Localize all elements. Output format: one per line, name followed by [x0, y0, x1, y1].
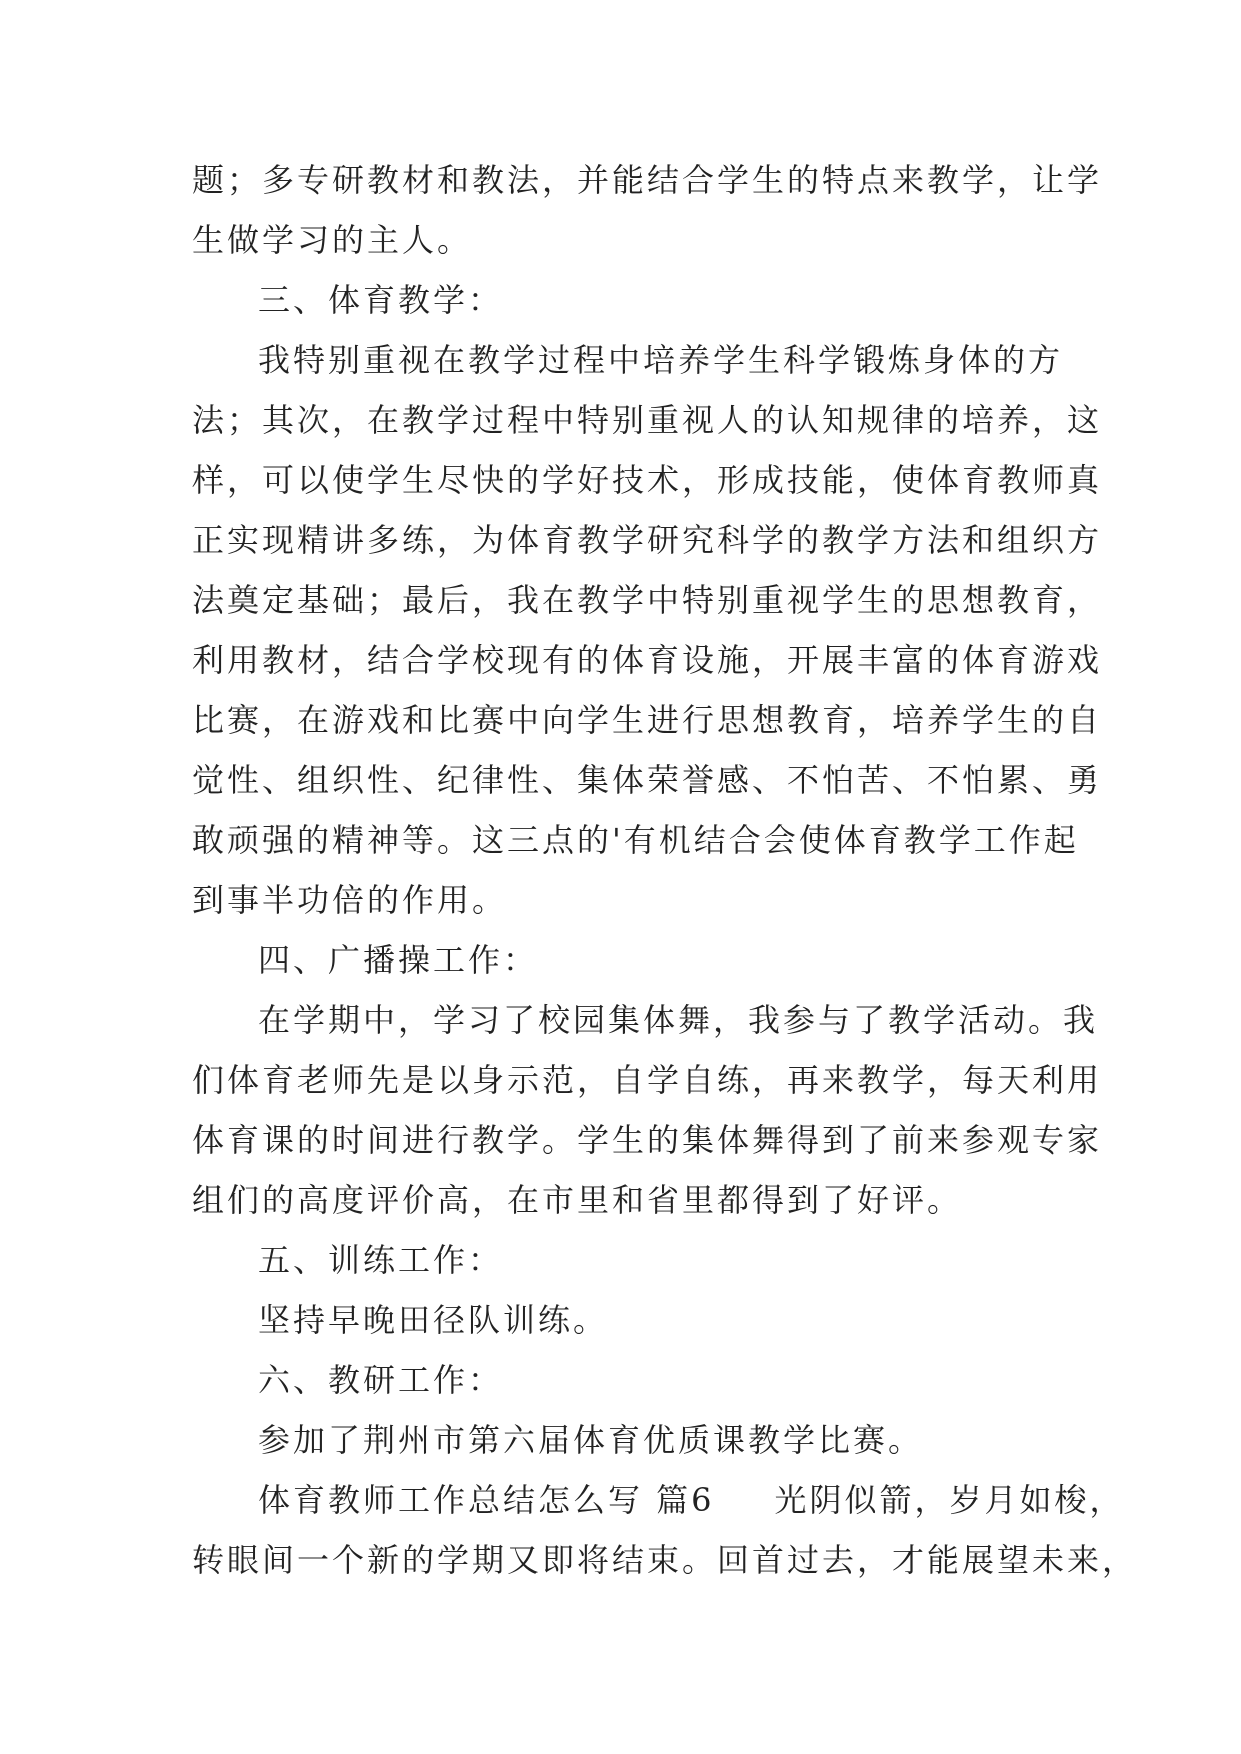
text-line: 在学期中，学习了校园集体舞，我参与了教学活动。我 — [258, 1001, 1099, 1039]
section-heading: 六、教研工作： — [258, 1361, 504, 1399]
text-line: 题；多专研教材和教法，并能结合学生的特点来教学，让学 — [192, 161, 1103, 199]
text-line: 转眼间一个新的学期又即将结束。回首过去，才能展望未来， — [192, 1541, 1138, 1579]
text-line: 敢顽强的精神等。这三点的'有机结合会使体育教学工作起 — [192, 821, 1079, 859]
section-heading: 四、广播操工作： — [258, 941, 539, 979]
text-line — [192, 1480, 1125, 1540]
text-line: 到事半功倍的作用。 — [192, 881, 508, 919]
text-line: 组们的高度评价高，在市里和省里都得到了好评。 — [192, 1181, 963, 1219]
text-line: 们体育老师先是以身示范，自学自练，再来教学，每天利用 — [192, 1061, 1103, 1099]
article-title: 体育教师工作总结怎么写 篇6 — [258, 1481, 715, 1519]
text-line: 坚持早晚田径队训练。 — [258, 1301, 609, 1339]
text-line: 法；其次，在教学过程中特别重视人的认知规律的培养，这 — [192, 401, 1103, 439]
section-heading: 三、体育教学： — [258, 281, 504, 319]
text-line: 比赛，在游戏和比赛中向学生进行思想教育，培养学生的自 — [192, 701, 1103, 739]
text-line: 样，可以使学生尽快的学好技术，形成技能，使体育教师真 — [192, 461, 1103, 499]
text-line: 法奠定基础；最后，我在教学中特别重视学生的思想教育， — [192, 581, 1103, 619]
text-fragment: 光阴似箭，岁月如梭， — [774, 1481, 1125, 1519]
document-body — [192, 160, 1138, 1600]
text-line: 体育课的时间进行教学。学生的集体舞得到了前来参观专家 — [192, 1121, 1103, 1159]
text-line: 正实现精讲多练，为体育教学研究科学的教学方法和组织方 — [192, 521, 1103, 559]
text-line: 我特别重视在教学过程中培养学生科学锻炼身体的方 — [258, 341, 1064, 379]
text-line: 参加了荆州市第六届体育优质课教学比赛。 — [258, 1421, 924, 1459]
section-heading: 五、训练工作： — [258, 1241, 504, 1279]
text-line: 利用教材，结合学校现有的体育设施，开展丰富的体育游戏 — [192, 641, 1103, 679]
text-line: 生做学习的主人。 — [192, 221, 473, 259]
text-line: 觉性、组织性、纪律性、集体荣誉感、不怕苦、不怕累、勇 — [192, 761, 1103, 799]
